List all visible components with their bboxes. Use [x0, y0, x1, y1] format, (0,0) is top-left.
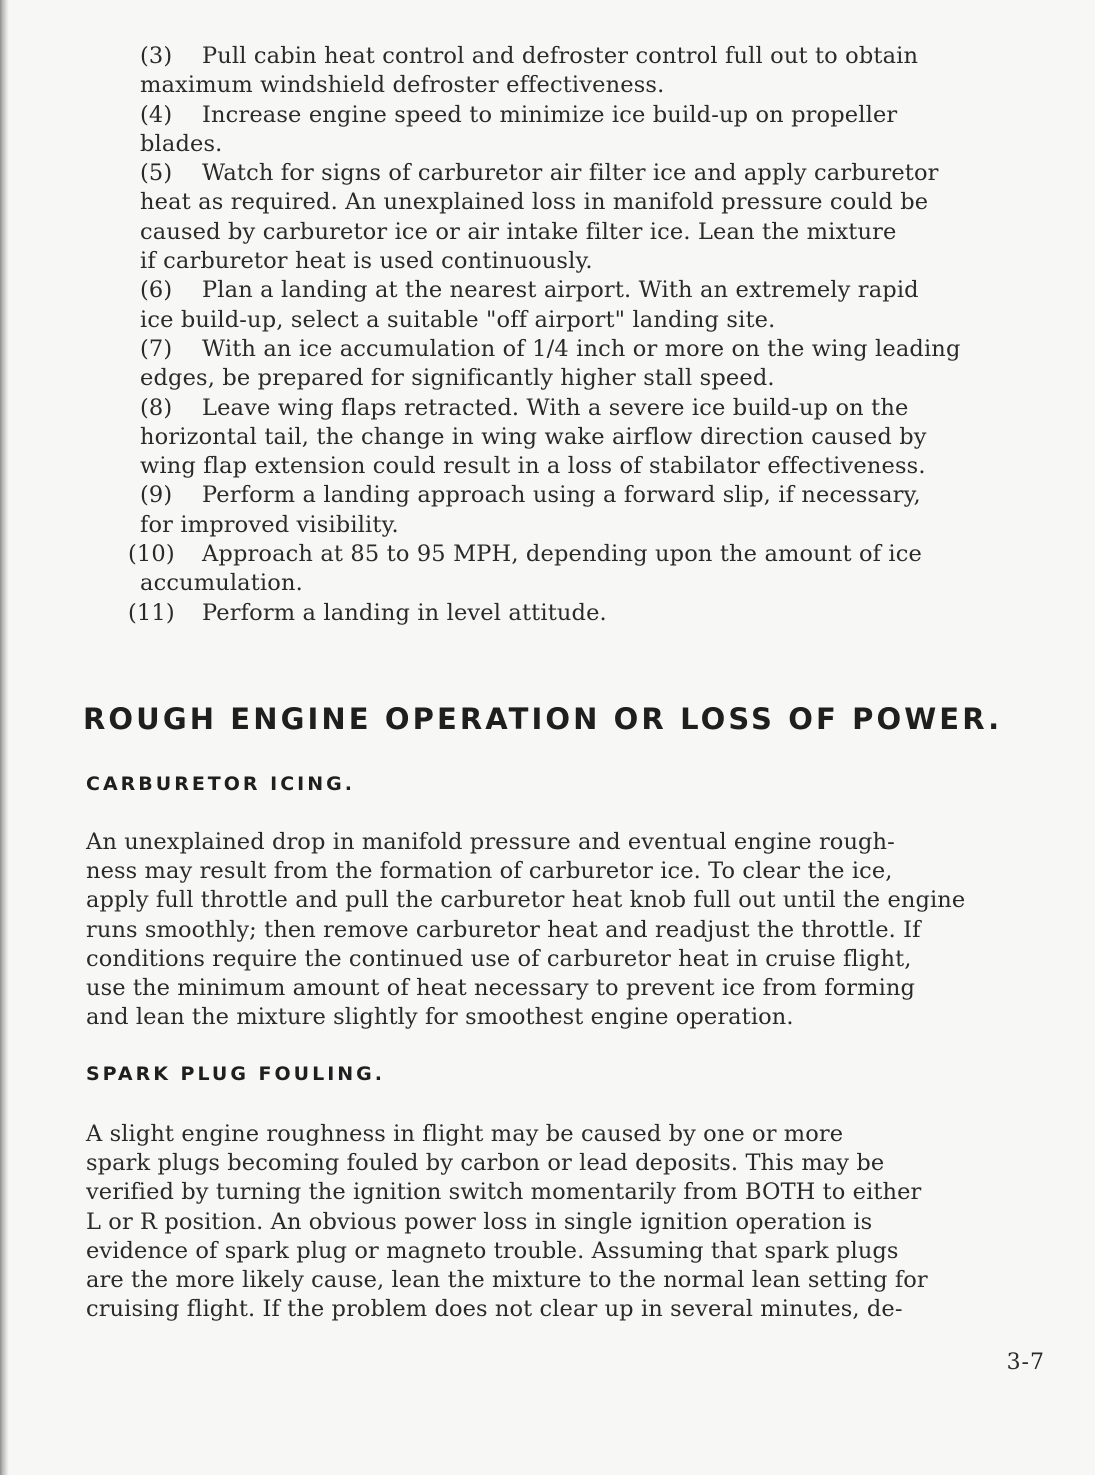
step-number: (6): [140, 277, 173, 304]
step-number: (9): [140, 482, 173, 509]
procedure-step: [120, 42, 1050, 101]
step-number: (7): [140, 335, 173, 362]
page-number: 3-7: [1006, 1350, 1045, 1375]
section-title: ROUGH ENGINE OPERATION OR LOSS OF POWER.: [83, 702, 1003, 736]
procedure-step: [120, 101, 1050, 160]
step-text: With an ice accumulation of 1/4 inch or more on the wing leading edges, be prepared for significantly higher stall speed.: [140, 335, 961, 392]
procedure-step: [120, 335, 1050, 394]
carburetor-icing-paragraph: An unexplained drop in manifold pressure and eventual engine rough- ness may result from the formation of carburetor ice. To clear the ice, apply full throttle and pull the carburetor heat knob full out until the engine runs smoothly; then remove carburetor heat and readjust the throttle. If conditions require the continued use of carburetor heat in cruise flight, use the minimum amount of heat necessary to prevent ice from forming and lean the mixture slightly for smoothest engine operation.: [86, 829, 966, 1031]
step-text: Approach at 85 to 95 MPH, depending upon the amount of ice accumulation.: [140, 541, 922, 597]
step-text: Increase engine speed to minimize ice build-up on propeller blades.: [140, 101, 898, 157]
spark-plug-fouling-paragraph: A slight engine roughness in flight may be caused by one or more spark plugs becoming fouled by carbon or lead deposits. This may be verified by turning the ignition switch momentarily from BOTH to either L or R position. An obvious power loss in single ignition operation is evidence of spark plug or magneto trouble. Assuming that spark plugs are the more likely cause, lean the mixture to the normal lean setting for cruising flight. If the problem does not clear up in several minutes, de-: [86, 1121, 928, 1323]
procedure-step: [120, 481, 1050, 540]
step-text: Perform a landing in level attitude.: [202, 599, 607, 626]
procedure-step: [120, 599, 1050, 628]
step-text: Leave wing flaps retracted. With a severe ice build-up on the horizontal tail, the change in wing wake airflow direction caused by wing flap extension could result in a loss of stabilator effectiveness.: [140, 394, 927, 480]
step-text: Watch for signs of carburetor air filter ice and apply carburetor heat as required. An unexplained loss in manifold pressure could be caused by carburetor ice or air intake filter ice. Lean the mixture if carburetor heat is used continuously.: [140, 160, 939, 275]
step-number: (11): [128, 599, 175, 626]
spark-plug-fouling-heading: SPARK PLUG FOULING.: [86, 1063, 385, 1085]
step-number: (4): [140, 101, 173, 128]
procedure-step-list: [120, 42, 1050, 628]
step-number: (8): [140, 394, 173, 421]
page-binding-edge: [0, 0, 9, 1475]
step-text: Perform a landing approach using a forward slip, if necessary, for improved visibility.: [140, 482, 921, 538]
procedure-step: [120, 159, 1050, 276]
procedure-step: [120, 394, 1050, 482]
procedure-step: [120, 540, 1050, 599]
procedure-step: [120, 276, 1050, 335]
step-number: (5): [140, 160, 173, 187]
step-number: (3): [140, 43, 173, 69]
step-text: Plan a landing at the nearest airport. With an extremely rapid ice build-up, select a suitable "off airport" landing site.: [140, 277, 919, 333]
step-text: Pull cabin heat control and defroster control full out to obtain maximum windshield defroster effectiveness.: [140, 43, 919, 99]
step-number: (10): [128, 541, 175, 568]
carburetor-icing-heading: CARBURETOR ICING.: [86, 773, 355, 795]
